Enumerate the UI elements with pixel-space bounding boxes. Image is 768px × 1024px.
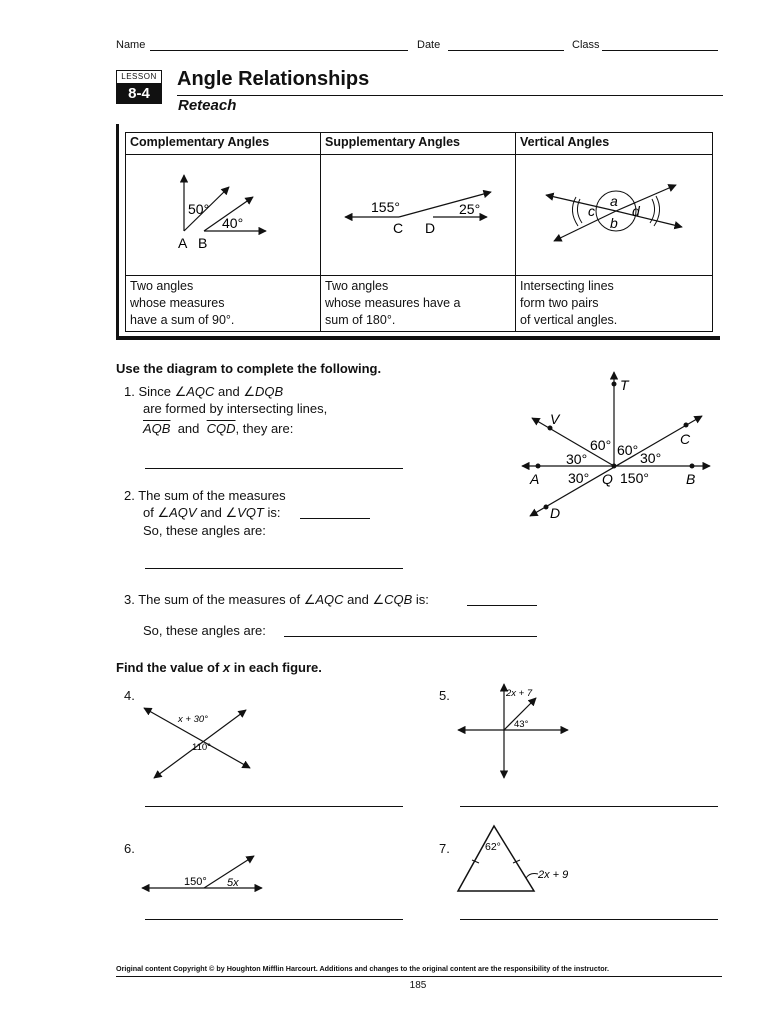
desc-complementary xyxy=(126,276,321,332)
problem-5-label-2: 43° xyxy=(514,719,529,730)
q1-number: 1. xyxy=(124,384,135,399)
q2-line3: So, these angles are: xyxy=(143,523,266,538)
desc-line: whose measures xyxy=(130,296,225,310)
lesson-badge xyxy=(116,70,162,105)
vert-angle-b: b xyxy=(610,215,618,231)
q1-line2: are formed by intersecting lines, xyxy=(143,401,328,416)
q1-line3 xyxy=(143,420,293,437)
lesson-number: 8-4 xyxy=(116,84,162,104)
supp-point-d: D xyxy=(425,220,436,236)
name-label: Name xyxy=(116,39,146,51)
desc-line: whose measures have a xyxy=(325,296,461,310)
q2-and: and xyxy=(196,505,226,520)
date-label: Date xyxy=(417,39,441,51)
supp-angle-25: 25° xyxy=(459,201,481,217)
figure-vertical xyxy=(516,155,713,276)
date-field[interactable] xyxy=(448,50,564,51)
problem-7-number: 7. xyxy=(439,841,450,856)
q3-and: and xyxy=(343,592,373,607)
col-header-supplementary: Supplementary Angles xyxy=(321,133,516,155)
q3-answer-line[interactable] xyxy=(284,636,537,637)
desc-line: form two pairs xyxy=(520,296,599,310)
q3-text: The sum of the measures of xyxy=(138,592,304,607)
q1-segment-cqd: $\overline{CQD}$ xyxy=(206,421,236,436)
problem-7-answer-line[interactable] xyxy=(460,919,718,920)
vert-angle-c: c xyxy=(588,203,595,219)
problem-5-figure xyxy=(454,680,574,782)
class-field[interactable] xyxy=(602,50,718,51)
reference-table xyxy=(125,132,713,332)
q3-angle2: ∠CQB xyxy=(372,592,413,607)
problem-6-figure xyxy=(138,852,268,896)
point-v: V xyxy=(550,411,560,427)
desc-line: Two angles xyxy=(130,279,194,293)
q2-is: is: xyxy=(263,505,281,520)
angle-tqc: 60° xyxy=(617,442,639,458)
q1-text: Since xyxy=(138,384,175,399)
section2-var: x xyxy=(222,660,231,675)
lesson-label: LESSON xyxy=(116,70,162,84)
q2-number: 2. xyxy=(124,488,135,503)
col-header-complementary: Complementary Angles xyxy=(126,133,321,155)
box-left-bar xyxy=(116,124,119,338)
q3-number: 3. xyxy=(124,592,135,607)
desc-line: Intersecting lines xyxy=(520,279,614,293)
desc-supplementary xyxy=(321,276,516,332)
angle-aqv: 30° xyxy=(566,451,588,467)
problem-7-figure xyxy=(454,822,594,894)
q1-and: and xyxy=(214,384,244,399)
angle-vqt: 60° xyxy=(590,437,612,453)
page-number: 185 xyxy=(409,980,427,991)
point-d: D xyxy=(550,505,561,521)
section1-instruction: Use the diagram to complete the following. xyxy=(116,361,382,376)
q3-line2: So, these angles are: xyxy=(143,623,266,638)
box-bottom-bar xyxy=(116,336,720,340)
problem-6-label-2: 5x xyxy=(227,877,239,889)
desc-line: of vertical angles. xyxy=(520,313,618,327)
problem-5-label-1: 2x + 7 xyxy=(506,688,533,699)
problem-4-label-2: 110° xyxy=(192,742,211,753)
q1-angle2: ∠DQB xyxy=(243,384,284,399)
point-q: Q xyxy=(602,471,613,487)
section2-text-end: in each figure. xyxy=(230,660,322,675)
problem-4-figure xyxy=(138,700,258,784)
q2-sum-answer-line[interactable] xyxy=(300,518,370,519)
q3-angle1: ∠AQC xyxy=(303,592,344,607)
q2-of: of xyxy=(143,505,158,520)
q2-answer-line[interactable] xyxy=(145,568,403,569)
desc-line: have a sum of 90°. xyxy=(130,313,235,327)
problem-4-label-1: x + 30° xyxy=(178,714,208,725)
vert-angle-d: d xyxy=(632,203,640,219)
comp-angle-50: 50° xyxy=(188,201,210,217)
problem-5-answer-line[interactable] xyxy=(460,806,718,807)
q1-they-are: , they are: xyxy=(235,421,294,436)
desc-line: sum of 180°. xyxy=(325,313,396,327)
problem-6-answer-line[interactable] xyxy=(145,919,403,920)
problem-7-label-2: 2x + 9 xyxy=(538,869,569,881)
question-1 xyxy=(124,383,283,400)
supp-angle-155: 155° xyxy=(371,199,400,215)
point-b: B xyxy=(686,471,696,487)
desc-line: Two angles xyxy=(325,279,389,293)
name-field[interactable] xyxy=(150,50,408,51)
q3-sum-answer-line[interactable] xyxy=(467,605,537,606)
problem-6-number: 6. xyxy=(124,841,135,856)
figure-complementary xyxy=(126,155,321,276)
header-row xyxy=(116,38,718,54)
problem-5-number: 5. xyxy=(439,688,450,703)
q1-seg-and: and xyxy=(177,421,200,436)
comp-point-a: A xyxy=(178,235,188,251)
question-3 xyxy=(124,591,429,608)
vert-angle-a: a xyxy=(610,193,618,209)
q1-segment-aqb: $\overline{AQB}$ xyxy=(143,421,171,436)
title-rule xyxy=(177,95,723,96)
q3-is: is: xyxy=(412,592,429,607)
problem-4-answer-line[interactable] xyxy=(145,806,403,807)
footer-rule xyxy=(116,976,722,977)
angle-aqd: 30° xyxy=(568,470,590,486)
page-title: Angle Relationships xyxy=(177,68,370,90)
q1-answer-line[interactable] xyxy=(145,468,403,469)
q2-angle1: ∠AQV xyxy=(157,505,197,520)
angle-diagram xyxy=(510,364,720,524)
comp-angle-40: 40° xyxy=(222,215,244,231)
col-header-vertical: Vertical Angles xyxy=(516,133,713,155)
angle-dqb: 150° xyxy=(620,470,649,486)
section2-instruction xyxy=(116,659,322,676)
point-a: A xyxy=(530,471,540,487)
angle-cqb: 30° xyxy=(640,450,662,466)
question-2 xyxy=(124,487,286,504)
q1-angle1: ∠AQC xyxy=(174,384,215,399)
point-c: C xyxy=(680,431,691,447)
problem-6-label-1: 150° xyxy=(184,876,207,888)
figure-supplementary xyxy=(321,155,516,276)
problem-7-label-1: 62° xyxy=(485,841,501,853)
desc-vertical xyxy=(516,276,713,332)
copyright-notice: Original content Copyright © by Houghton Mifflin Harcourt. Additions and changes to the original content are the responsibility of the instructor. xyxy=(116,964,609,973)
q2-text: The sum of the measures xyxy=(138,488,286,503)
comp-point-b: B xyxy=(198,235,208,251)
class-label: Class xyxy=(572,39,600,51)
point-t: T xyxy=(620,377,629,393)
page-subtitle: Reteach xyxy=(178,97,237,114)
problem-4-number: 4. xyxy=(124,688,135,703)
section2-text: Find the value of xyxy=(116,660,223,675)
q2-line2 xyxy=(143,504,281,521)
supp-point-c: C xyxy=(393,220,404,236)
q2-angle2: ∠VQT xyxy=(225,505,264,520)
